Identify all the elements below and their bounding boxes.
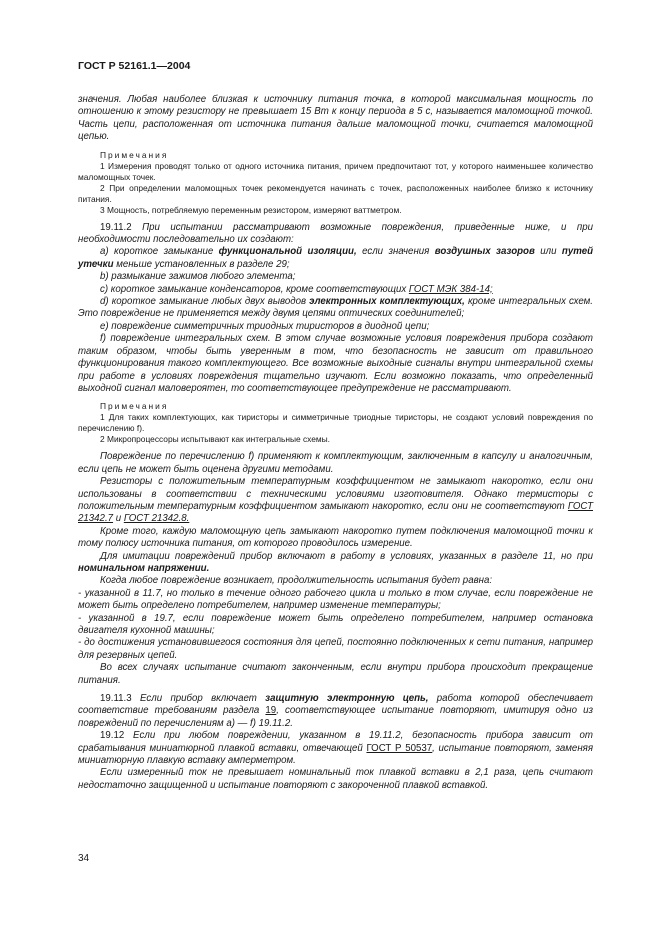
clause-19-11-2 — [78, 222, 593, 247]
paragraph-text: Для имитации повреждений прибор включают в работу в условиях, указанных в разделе 11, но при — [100, 550, 593, 562]
term-electronic-components: электронных комплектующих, — [309, 296, 465, 308]
paragraph-text: и — [113, 513, 124, 525]
paragraph-rated-voltage — [78, 551, 593, 576]
term-functional-insulation: функциональной изоляции, — [218, 246, 357, 258]
clause-text: Если при любом повреждении, указанном в 19.11.2, безопасность прибора зависит от срабатывания миниатюрной плавкой вставки, отвечающей — [78, 730, 593, 754]
item-a-text: а) короткое замыкание — [100, 246, 219, 258]
item-d-text: d) короткое замыкание любых двух выводов — [100, 296, 310, 308]
document-body — [78, 94, 593, 792]
list-item: - до достижения установившегося состояния для цепей, постоянно подключенных к сети питания, например для резервных цепей. — [78, 637, 593, 661]
item-a-text: или — [534, 246, 562, 258]
standard-link[interactable]: ГОСТ МЭК 384-14; — [408, 283, 493, 295]
item-c-text: с) короткое замыкание конденсаторов, кроме соответствующих — [100, 283, 409, 295]
item-e: е) повреждение симметричных триодных тиристоров в диодной цепи; — [100, 320, 430, 332]
paragraph: Кроме того, каждую маломощную цепь замыкают накоротко путем подключения маломощной точки к тому полюсу источника питания, от которого проводилось измерение. — [78, 525, 593, 550]
notes-heading: Примечания — [100, 401, 169, 412]
clause-text: , соответствующее испытание повторяют, имитируя одно из повреждений по перечислениям а) — f) 19.11.2. — [78, 705, 593, 729]
clause-text: работа которой обеспечивает соответствие требованиям раздела — [78, 693, 594, 717]
paragraph-text: Резисторы с положительным температурным коэффициентом не замыкают накоротко, если они использованы в соответствии с техническими условиями изготовителя. Однако термисторы с положительным температурным коэффициентом замыкают накоротко, если они не соответствуют — [78, 476, 593, 512]
intro-paragraph: значения. Любая наиболее близкая к источнику питания точка, в которой максимальная мощность по отношению к этому резистору не превышает 15 Вт к концу периода в 5 с, называется маломощной точкой. Часть цепи, расположенная от источника питания дальше маломощной точки, считается маломощной цепью. — [78, 94, 593, 143]
clause-number: 19.11.2 — [100, 221, 132, 233]
item-d-text: кроме интегральных схем. Это повреждение не применяется между двумя цепями оптических соединителей; — [78, 296, 593, 320]
item-a-text: меньше установленных в разделе 29; — [113, 258, 290, 270]
clause-text: При испытании рассматривают возможные повреждения, приведенные ниже, и при необходимости последовательно их создают: — [78, 221, 594, 246]
item-d — [78, 296, 593, 321]
note-item: 1 Для таких комплектующих, как тиристоры и симметричные триодные тиристоры, не создают условий повреждения по перечислению f). — [78, 412, 593, 434]
item-a — [78, 246, 593, 271]
paragraph: Во всех случаях испытание считают законченным, если внутри прибора происходит прекращение питания. — [78, 662, 593, 686]
term-clearances: воздушных зазоров — [434, 246, 535, 258]
note-item: 2 При определении маломощных точек рекомендуется начинать с точек, расположенных наиболее близко к источнику питания. — [78, 182, 593, 204]
standard-link[interactable]: ГОСТ 21342.7 — [78, 500, 593, 525]
item-f: f) повреждение интегральных схем. В этом случае возможные условия повреждения прибора создают таким образом, чтобы быть уверенным в том, что безопасность не зависит от правильного функционирования такого комплектующего. Все возможные выходные сигналы внутри интегральной схемы при работе в условиях повреждения тщательно изучают. Если возможно показать, что определенный выходной сигнал маловероятен, то соответствующее предупреждение не рассматривают. — [78, 333, 593, 394]
section-link[interactable]: 19 — [265, 705, 277, 717]
paragraph-thermistors — [78, 476, 593, 526]
page-number: 34 — [78, 853, 90, 864]
item-a-text: если значения — [356, 246, 435, 258]
list-item: - указанной в 11.7, но только в течение одного рабочего цикла и только в том случае, если повреждение не может быть определено потребителем, например изменение температуры; — [78, 587, 593, 612]
paragraph: Когда любое повреждение возникает, продолжительность испытания будет равна: — [100, 575, 493, 587]
note-item: 1 Измерения проводят только от одного источника питания, причем предпочитают тот, у которого наименьшее количество маломощных точек. — [78, 160, 593, 182]
clause-text: , испытание повторяют, заменяя миниатюрную плавкую вставку амперметром. — [78, 742, 593, 767]
term-protective-electronic-circuit: защитную электронную цепь, — [265, 693, 429, 705]
clause-number: 19.12 — [100, 730, 125, 742]
list-item: - указанной в 19.7, если повреждение может быть определено потребителем, например остановка двигателя кухонной машины; — [78, 612, 593, 636]
note-item: 3 Мощность, потребляемую переменным резистором, измеряют ваттметром. — [100, 204, 402, 215]
term-rated-voltage: номинальном напряжении. — [78, 562, 210, 574]
clause-number: 19.11.3 — [100, 693, 132, 705]
term-creepage-distances: путей утечки — [78, 246, 594, 270]
note-item: 2 Микропроцессоры испытывают как интегральные схемы. — [100, 434, 331, 445]
item-c — [78, 284, 593, 296]
clause-19-11-3 — [78, 693, 593, 730]
standard-link[interactable]: ГОСТ 21342.8. — [123, 513, 190, 525]
item-b: b) размыкание зажимов любого элемента; — [100, 271, 296, 283]
notes-heading: Примечания — [100, 149, 169, 160]
standard-link[interactable]: ГОСТ Р 50537 — [366, 742, 433, 754]
document-header: ГОСТ Р 52161.1—2004 — [78, 60, 191, 72]
paragraph: Повреждение по перечислению f) применяют к комплектующим, заключенным в капсулу и аналогичным, если цепь не может быть оценена другими методами. — [78, 451, 593, 475]
paragraph: Если измеренный ток не превышает номинальный ток плавкой вставки в 2,1 раза, цепь считают недостаточно защищенной и испытание повторяют с закороченной плавкой вставкой. — [78, 767, 593, 791]
clause-text: Если прибор включает — [139, 693, 266, 705]
clause-19-12 — [78, 730, 593, 767]
